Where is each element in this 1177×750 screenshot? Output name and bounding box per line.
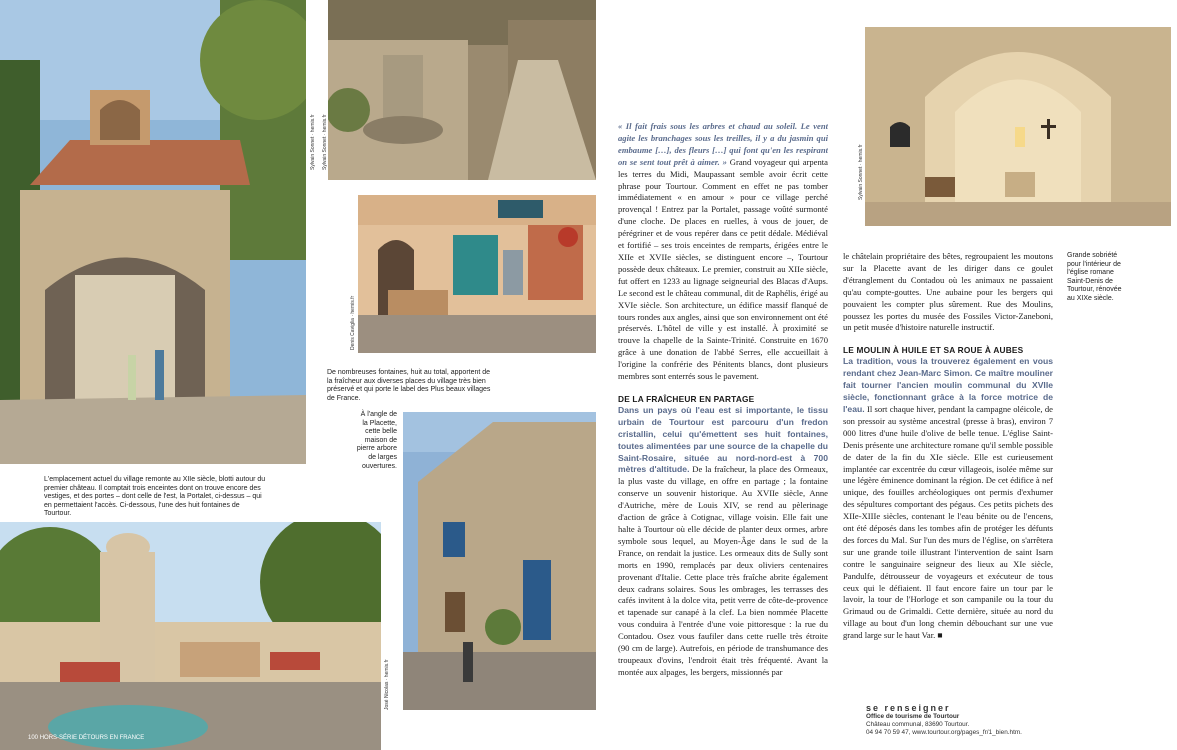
info-box [866, 703, 1066, 737]
section-heading-fraicheur: DE LA FRAÎCHEUR EN PARTAGE [618, 393, 755, 404]
photo-village-gateway [0, 0, 306, 464]
info-box-title: se renseigner [866, 703, 951, 713]
photo-credit-square: José Nicolas · hemis.fr [384, 659, 390, 710]
photo-credit-chapel: Sylvain Sonnet · hemis.fr [858, 144, 864, 200]
photo-chapel-interior [865, 27, 1171, 226]
photo-village-square [0, 522, 381, 750]
photo-corner-house [403, 412, 596, 710]
page-number: 100 [28, 735, 39, 741]
article-column-1 [618, 121, 828, 743]
info-contact[interactable]: 04 94 70 59 47, www.tourtour.org/pages_fr/1_bien.htm. [866, 729, 1022, 736]
info-address: Château communal, 83690 Tourtour. [866, 721, 970, 728]
caption-fountains: De nombreuses fontaines, huit au total, apportent de la fraîcheur aux diverses places du village très bien préservé et qui porte le label des Plus beaux villages de France. [327, 369, 491, 402]
article-paragraph-1: Grand voyageur qui arpenta les terres du Midi, Maupassant semble avoir écrit cette phrase pour Tourtour. Comment en effet ne pas tomber immédiatement « en amour » pour ce village perché provençal ! Entrez par la Portalet, passage voûté surmonté d'une cloche. De places en ruelles, à vous de jouer, de pérégriner et de vous repérer dans ce petit dédale. Médiéval et fortifié – ses trois enceintes de remparts, érigées entre le XIIe et XVIIe siècles, se distinguent encore –, Tourtour possède deux châteaux. Le premier, construit au XIIe siècle, fut offert en 1233 au lignage seigneurial des Blacas d'Aups. Le second est le château communal, dit de Raphélis, érigé au XVIe siècle. Son architecture, un édifice massif flanqué de tours rondes aux angles, ainsi que son environnement ont été préservés. L'hôtel de ville y est installé. À proximité se trouve la chapelle de la Sainte-Trinité. Construite en 1670 grâce à une donation de l'abbé Serres, elle accueillait à l'origine la confrérie des Pénitents blancs, dont plusieurs membres sont enterrés sous le pavement. [618, 156, 828, 382]
photo-fountain-street [328, 0, 596, 180]
caption-corner-house: À l'angle de la Placette, cette belle maison de pierre arbore de larges ouvertures. [356, 411, 397, 470]
caption-gateway: L'emplacement actuel du village remonte au XIIe siècle, blotti autour du premier château. Il comptait trois enceintes dont on trouve encore des vestiges, et des portes – dont celle de l'est, la Portalet, ci-dessus – qui en permettaient l'accès. Ci-dessous, l'une des huit fontaines de Tourtour. [44, 476, 266, 518]
article-paragraph-4: Il sort chaque hiver, pendant la campagne oléicole, de son pressoir au système ancestral (presse à bras), environ 7 000 litres d'une huile d'olive de belle tenue. L'église Saint-Denis présente une architecture romane qu'il semble possible de dater de la fin du XIe siècle. Elle est curieusement implantée car excentrée du cœur villageois, isolée même sur une légère éminence dominant la région. De cet édifice à nef unique, des fouilles archéologiques ont permis d'exhumer des sépultures comportant des pégaus. Ces petits pichets des XIIe-XIIIe siècles, contenant le l'eau bénite ou de l'encens, ont été déposés dans les tombes afin de protéger les défunts des forces du Mal. Sur l'un des murs de l'église, on s'arrêtera sur une grande toile illustrant l'intervention de saint Isarn contre le sanguinaire seigneur des lieux au XIe siècle, Pandulfe, détrousseur de voyageurs et exécuteur de tous ceux qui le défiaient. Il faut encore faire un tour par le lavoir, la tour de l'Horloge et son campanile ou la tour du Grimaud ou de Grimaldi. Cette dernière, située au nord du village au bout d'un long chemin débouchant sur une vue grand large sur le haut Var. ■ [843, 403, 1053, 641]
section-lead-moulin: La tradition, vous la trouverez également en vous rendant chez Jean-Marc Simon. Ce maître mouliner fait tourner l'ancien moulin communal du XVIIe siècle, fonctionnant grâce à la force motrice de l'eau. [843, 356, 1053, 414]
article-paragraph-2: De la fraîcheur, la place des Ormeaux, la plus vaste du village, en offre en partage ; la fontaine conserve un souvenir historique. Au XVIIe siècle, Anne d'Autriche, mère de Louis XIV, se rend au pèlerinage d'action de grâce à Cotignac, village voisin. Elle fait une halte à Tourtour où elle décide de planter deux ormes, arbre symbole sous lequel, au Moyen-Âge dans le sud de la France, on rendait la justice. Les ormeaux dits de Sully sont morts en 1990, remplacés par deux oliviers centenaires provenant d'Italie. Cette place très fraîche abrite également deux cadrans solaires. Sous les ombrages, les terrasses des cafés invitent à la dolce vita, petit verre de côte-de-provence et tapenade sur canapé à la clef. La bien nommée Placette vous conduira à l'entrée d'une voie pittoresque : la rue du Contadou. Osez vous faufiler dans cette ruelle très étroite (90 cm de large). Autrefois, en période de transhumance des troupeaux d'ovins, l'endroit était très fréquenté. Avant la montée aux alpages, les bergers, missionnés par [618, 464, 828, 677]
publication-label: HORS-SÉRIE DÉTOURS EN FRANCE [39, 735, 145, 741]
photo-credit-shop: Denis Caviglia · hemis.fr [350, 295, 356, 350]
photo-credit-gateway: Sylvain Sonnet · hemis.fr [310, 114, 316, 170]
page-footer [28, 735, 144, 741]
info-office-name: Office de tourisme de Tourtour [866, 713, 960, 720]
caption-chapel: Grande sobriété pour l'intérieur de l'église romane Saint-Denis de Tourtour, rénovée au XIXe siècle. [1067, 252, 1122, 302]
article-column-2 [843, 251, 1053, 691]
section-heading-moulin: LE MOULIN À HUILE ET SA ROUE À AUBES [843, 345, 1024, 356]
photo-village-shop [358, 195, 596, 353]
photo-credit-fountain: Sylvain Sonnet · hemis.fr [322, 114, 328, 170]
section-lead-fraicheur: Dans un pays où l'eau est si importante, le tissu urbain de Tourtour est parcouru d'un fredon cristallin, celui qu'émettent ses huit fontaines, toutes alimentées par une source de la chapelle du Saint-Rosaire, située au nord-nord-est à 700 mètres d'altitude. [618, 404, 828, 475]
maupassant-quote: « Il fait frais sous les arbres et chaud au soleil. Le vent agite les branchages sous les treilles, il y a du jasmin qui embaume […], des fleurs […] qui font qu'en les respirant on se sent tout prêt à aimer. » [618, 121, 828, 167]
article-paragraph-3: le châtelain propriétaire des bêtes, regroupaient les moutons sur la Placette avant de les diriger dans ce goulet d'étranglement du Contadou où les animaux ne passaient qu'au compte-gouttes. Une aubaine pour les bergers qui pouvaient les compter plus sûrement. Rue des Moulins, poussez les portes du musée des Fossiles Victor-Zaneboni, un petit musée d'histoire naturelle instructif. [843, 251, 1053, 333]
